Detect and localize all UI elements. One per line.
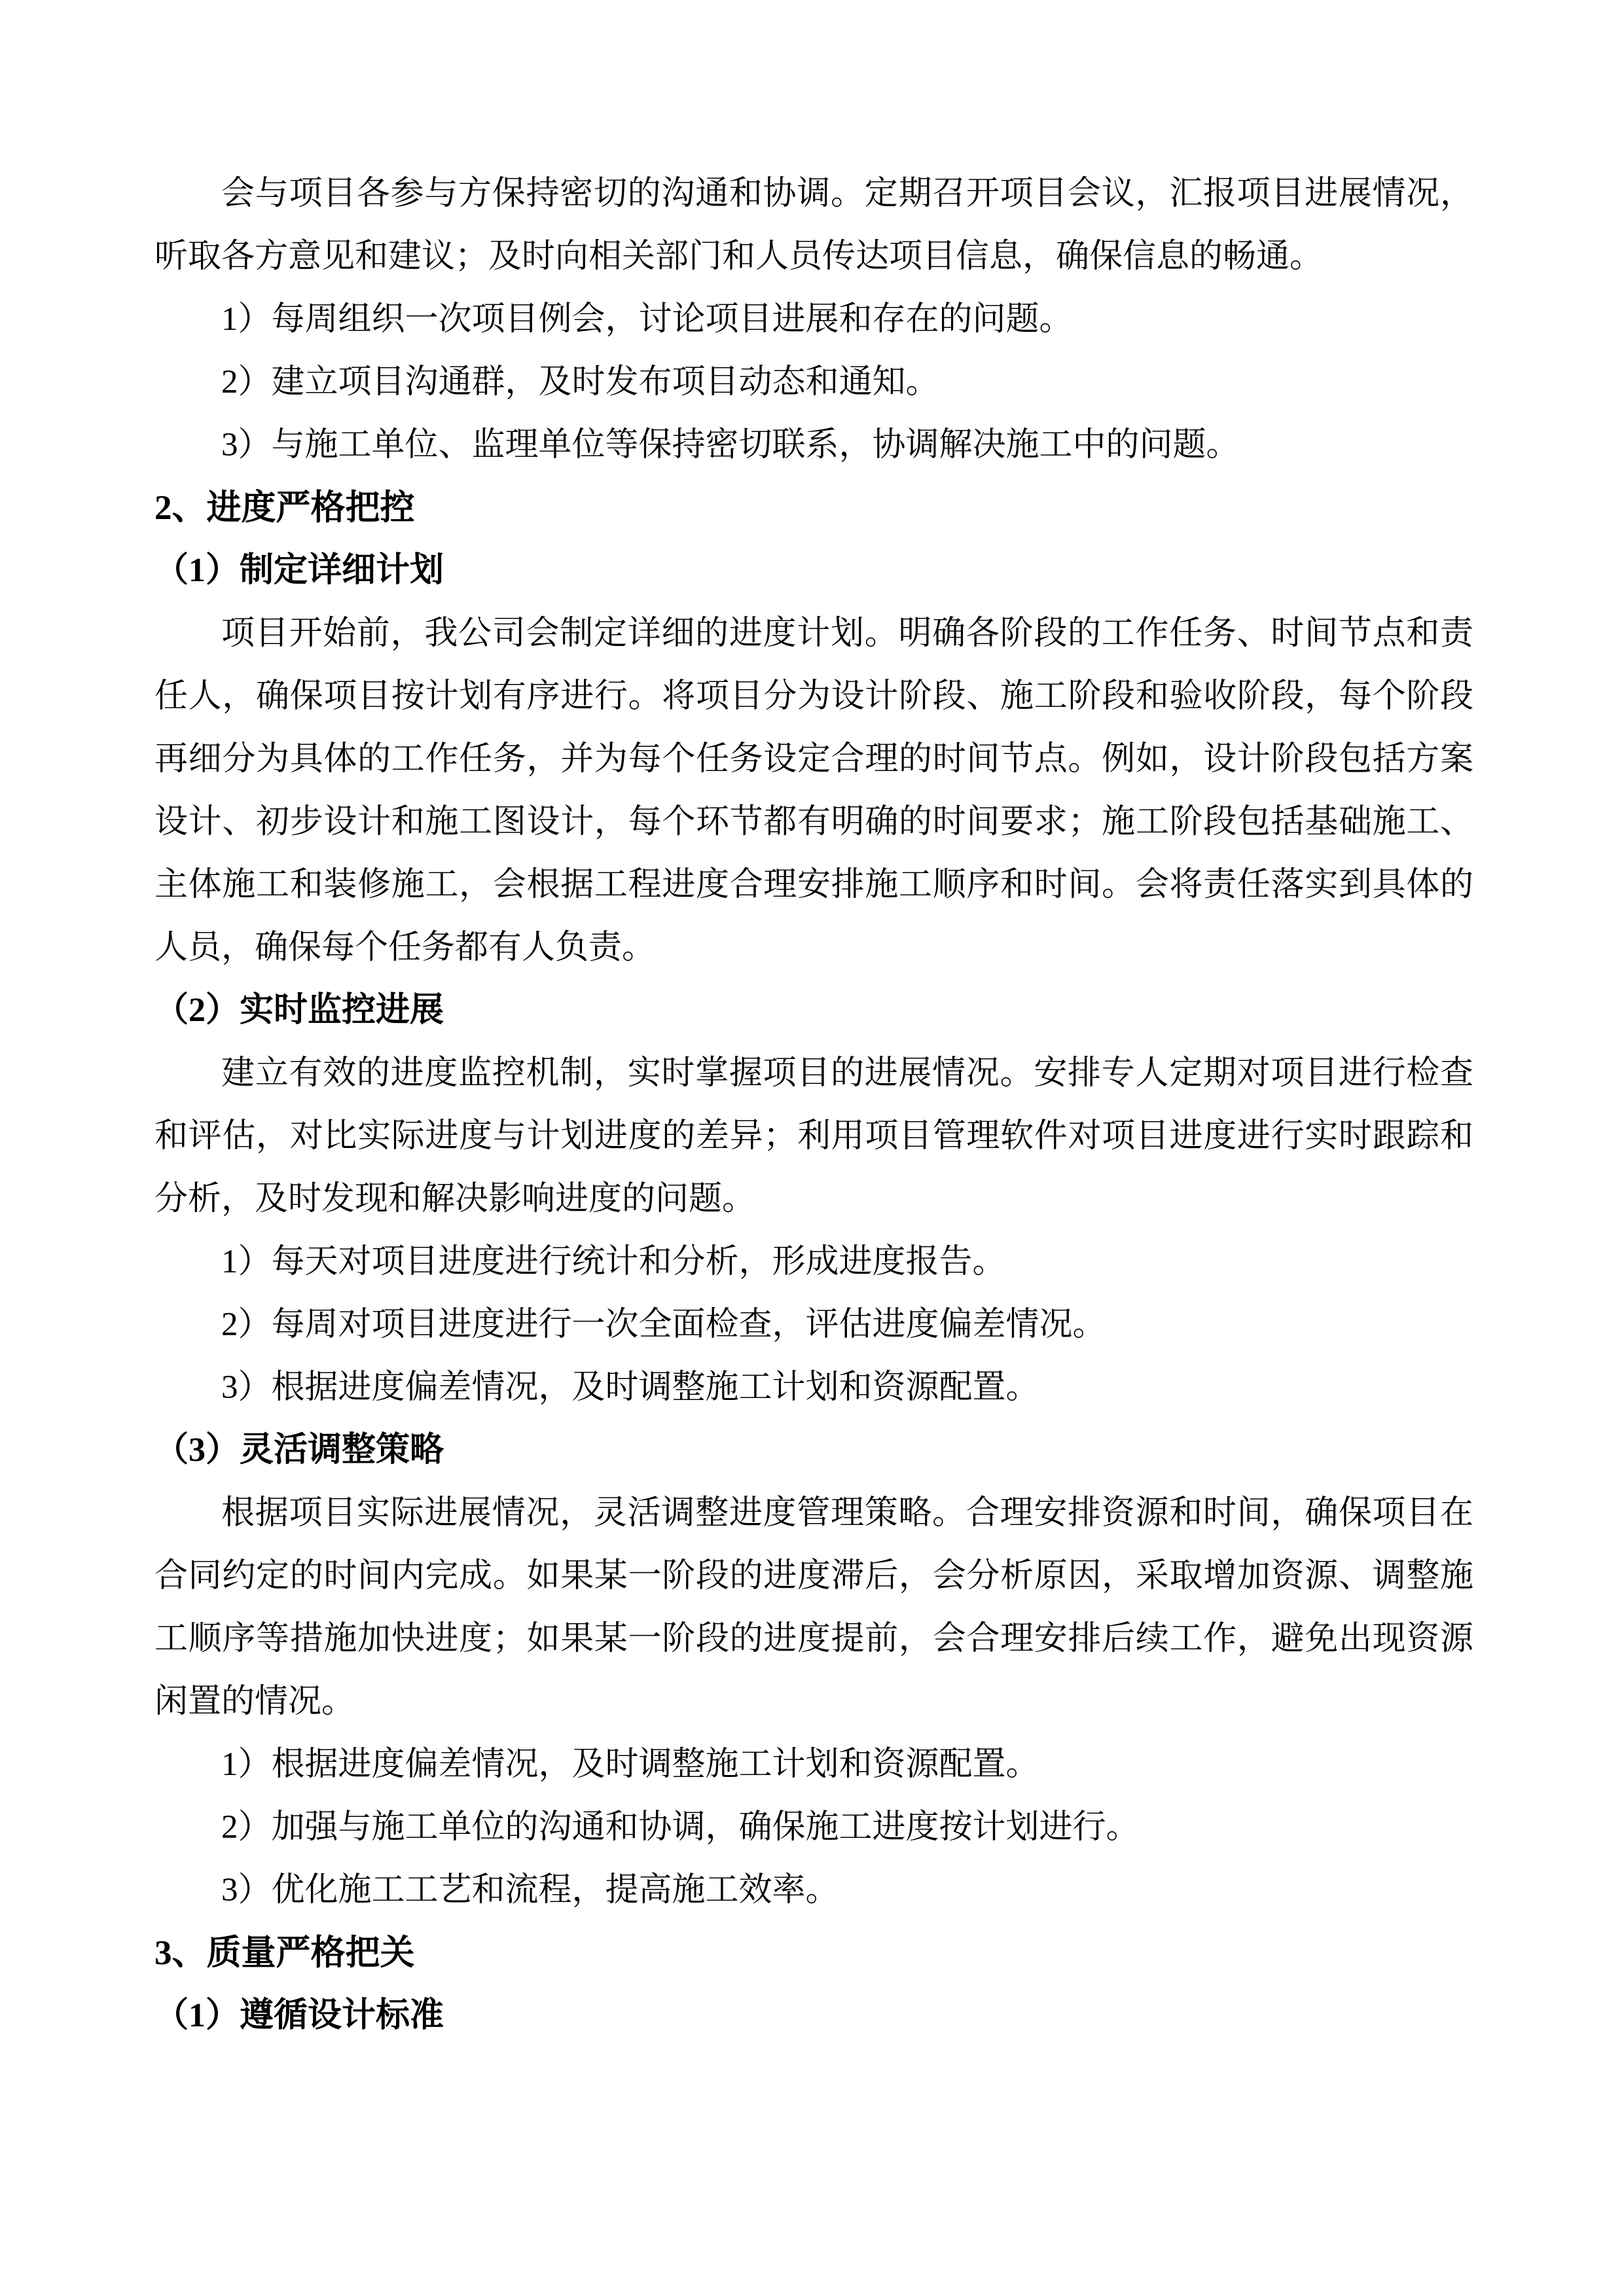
paragraph: 项目开始前，我公司会制定详细的进度计划。明确各阶段的工作任务、时间节点和责任人，确保项目按计划有序进行。将项目分为设计阶段、施工阶段和验收阶段，每个阶段再细分为具体的工作任务，并为每个任务设定合理的时间节点。例如，设计阶段包括方案设计、初步设计和施工图设计，每个环节都有明确的时间要求；施工阶段包括基础施工、主体施工和装修施工，会根据工程进度合理安排施工顺序和时间。会将责任落实到具体的人员，确保每个任务都有人负责。 — [154, 615, 1473, 966]
list-item: 1）根据进度偏差情况，及时调整施工计划和资源配置。 — [221, 1746, 1039, 1783]
sub-heading: （2）实时监控进展 — [154, 992, 444, 1029]
sub-heading: （1）制定详细计划 — [154, 552, 444, 589]
paragraph: 会与项目各参与方保持密切的沟通和协调。定期召开项目会议，汇报项目进展情况，听取各方意见和建议；及时向相关部门和人员传达项目信息，确保信息的畅通。 — [154, 175, 1473, 275]
list-item: 3）根据进度偏差情况，及时调整施工计划和资源配置。 — [221, 1369, 1039, 1406]
list-item: 2）加强与施工单位的沟通和协调，确保施工进度按计划进行。 — [221, 1809, 1140, 1846]
list-item: 2）建立项目沟通群，及时发布项目动态和通知。 — [221, 364, 939, 401]
sub-heading: （3）灵活调整策略 — [154, 1431, 444, 1469]
paragraph: 建立有效的进度监控机制，实时掌握项目的进展情况。安排专人定期对项目进行检查和评估，对比实际进度与计划进度的差异；利用项目管理软件对项目进度进行实时跟踪和分析，及时发现和解决影响进度的问题。 — [154, 1055, 1473, 1217]
list-item: 2）每周对项目进度进行一次全面检查，评估进度偏差情况。 — [221, 1306, 1106, 1343]
list-item: 1）每周组织一次项目例会，讨论项目进展和存在的问题。 — [221, 301, 1073, 338]
list-item: 1）每天对项目进度进行统计和分析，形成进度报告。 — [221, 1244, 1006, 1280]
list-item: 3）与施工单位、监理单位等保持密切联系，协调解决施工中的问题。 — [221, 427, 1240, 463]
section-heading: 3、质量严格把关 — [154, 1934, 415, 1972]
list-item: 3）优化施工工艺和流程，提高施工效率。 — [221, 1872, 839, 1909]
section-heading: 2、进度严格把控 — [154, 489, 415, 527]
sub-heading: （1）遵循设计标准 — [154, 1997, 444, 2034]
paragraph: 根据项目实际进展情况，灵活调整进度管理策略。合理安排资源和时间，确保项目在合同约定的时间内完成。如果某一阶段的进度滞后，会分析原因，采取增加资源、调整施工顺序等措施加快进度；如果某一阶段的进度提前，会合理安排后续工作，避免出现资源闲置的情况。 — [154, 1495, 1473, 1720]
